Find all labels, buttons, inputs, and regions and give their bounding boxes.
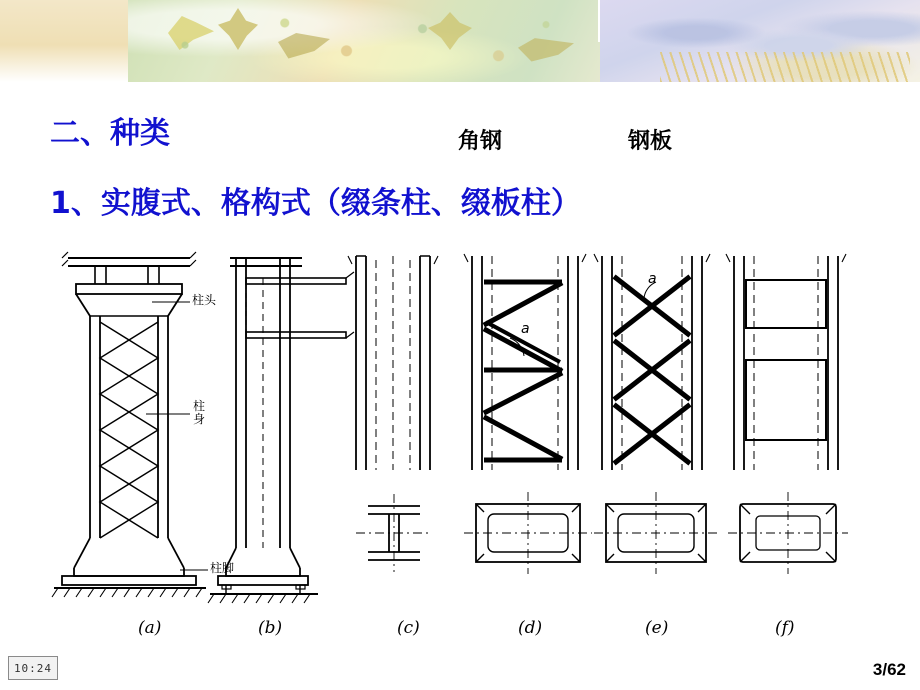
label-steel-plate: 钢板 [628, 129, 673, 154]
figure-caption-c: (c) [397, 618, 420, 638]
page-number: 3/62 [872, 660, 906, 679]
annotation-column-body: 柱身 [192, 399, 205, 426]
figure-caption-e: (e) [645, 618, 669, 638]
wheat-texture [660, 52, 910, 82]
figure-caption-d: (d) [518, 618, 543, 638]
column-types-drawing [40, 238, 890, 638]
annotation-angle-alpha-2: a [648, 271, 657, 287]
figure-caption-f: (f) [775, 618, 795, 638]
section-heading-solid-and-latticed: 1、实腹式、格构式（缀条柱、缀板柱） [50, 186, 581, 221]
clock-widget: 10:24 [8, 656, 58, 680]
label-steel-angle: 角钢 [458, 129, 503, 154]
figure-caption-b: (b) [258, 618, 283, 638]
column-types-figure [40, 238, 890, 638]
section-heading-kinds: 二、种类 [50, 116, 170, 151]
decorative-header-band [0, 0, 920, 82]
header-left-gradient [0, 0, 130, 82]
annotation-column-base: 柱脚 [210, 561, 235, 575]
annotation-column-head: 柱头 [192, 293, 217, 307]
figure-caption-a: (a) [138, 618, 162, 638]
header-foliage-image [128, 0, 603, 82]
annotation-angle-alpha-1: a [521, 321, 530, 337]
